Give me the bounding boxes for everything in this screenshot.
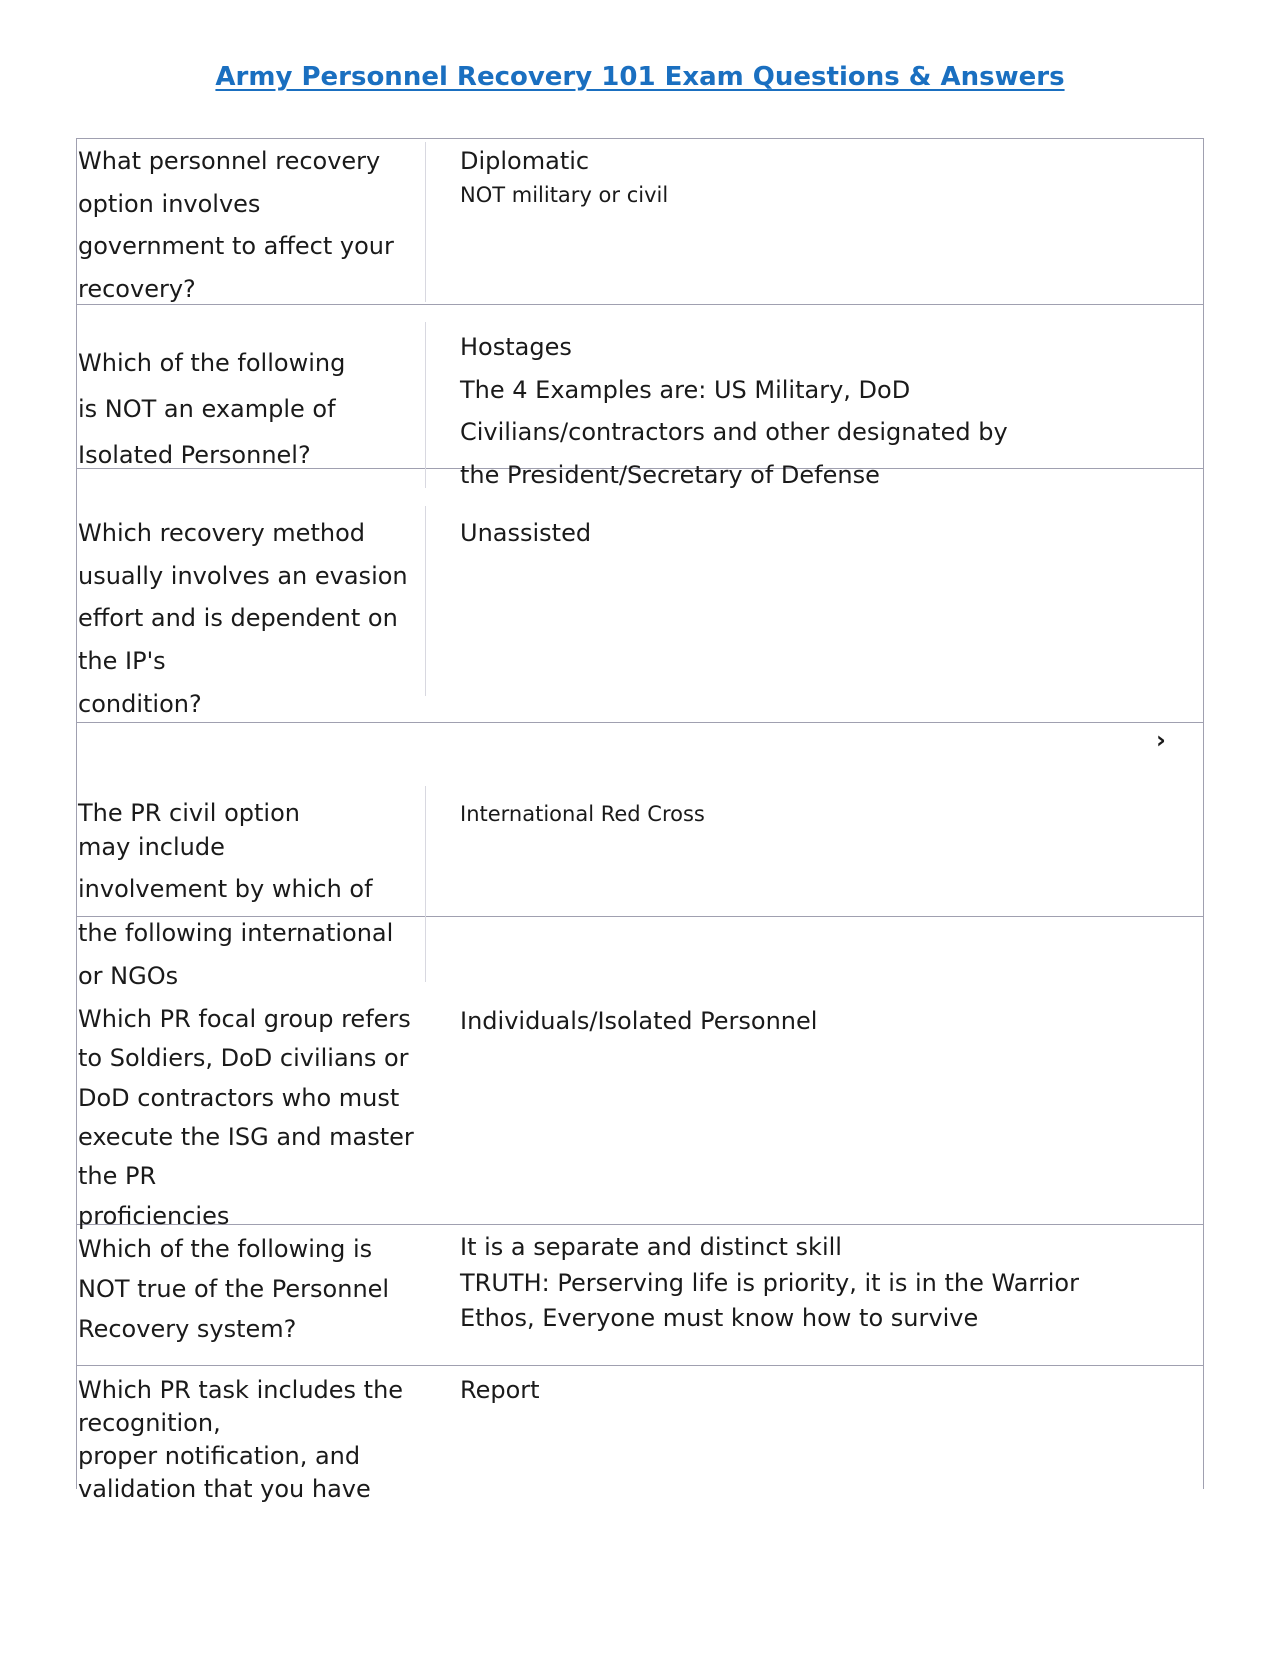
question-line: Recovery system? (78, 1314, 297, 1343)
question-line: condition? (78, 689, 202, 718)
answer-line: Report (460, 1376, 540, 1404)
question-line: Which of the following (78, 349, 346, 377)
answer-line: Civilians/contractors and other designated by (460, 418, 1008, 447)
question-cell (78, 796, 408, 864)
question-line: proficiencies (78, 1201, 230, 1230)
answer-line: Unassisted (460, 519, 592, 547)
question-line: may include (78, 833, 225, 862)
answer-line: Ethos, Everyone must know how to survive (460, 1304, 979, 1333)
question-cell (78, 140, 408, 311)
answer-note-line: NOT military or civil (460, 183, 669, 207)
question-line: Which PR task includes the (78, 1376, 404, 1404)
question-cell (78, 512, 408, 726)
question-line: recovery? (78, 275, 196, 304)
document-title: Army Personnel Recovery 101 Exam Questions & Answers (215, 62, 1065, 92)
row-divider (76, 1365, 1203, 1366)
answer-line: TRUTH: Perserving life is priority, it is in the Warrior (460, 1268, 1079, 1297)
question-line: usually involves an evasion (78, 561, 408, 590)
answer-line: International Red Cross (460, 802, 705, 826)
answer-line: Individuals/Isolated Personnel (460, 1007, 818, 1035)
question-line: Which PR focal group refers (78, 1005, 411, 1033)
column-divider (425, 322, 426, 488)
question-line: execute the ISG and master (78, 1123, 414, 1152)
question-line: government to affect your (78, 232, 394, 261)
question-cell (78, 1230, 408, 1349)
answer-cell (460, 140, 1160, 183)
question-line: The PR civil option (78, 799, 300, 827)
answer-cell (460, 796, 1160, 833)
answer-cell (460, 1230, 1160, 1337)
question-cell-continued (78, 868, 408, 999)
answer-note (460, 180, 1160, 212)
column-divider (425, 142, 426, 302)
answer-line: the President/Secretary of Defense (460, 461, 880, 490)
answer-line: The 4 Examples are: US Military, DoD (460, 375, 911, 404)
question-cell (78, 340, 408, 478)
question-line: option involves (78, 189, 261, 218)
question-line: Which of the following is (78, 1235, 373, 1263)
question-line: the following international (78, 918, 394, 947)
question-line: What personnel recovery (78, 147, 381, 175)
answer-cell (460, 1000, 1160, 1043)
column-divider (425, 506, 426, 696)
question-line: involvement by which of (78, 875, 373, 903)
question-cell (78, 1374, 408, 1506)
question-line: proper notification, and (78, 1442, 361, 1471)
question-line: is NOT an example of (78, 395, 336, 424)
answer-cell (460, 512, 1160, 555)
question-line: Which recovery method (78, 519, 365, 547)
question-line: or NGOs (78, 962, 179, 991)
question-cell (78, 1000, 414, 1236)
answer-cell (460, 1374, 1160, 1407)
question-line: Isolated Personnel? (78, 441, 311, 470)
question-line: the IP's (78, 647, 166, 676)
question-line: effort and is dependent on (78, 604, 398, 633)
question-line: validation that you have (78, 1475, 371, 1504)
chevron-right-icon[interactable]: › (1156, 726, 1166, 754)
answer-line: It is a separate and distinct skill (460, 1233, 842, 1261)
question-line: recognition, (78, 1409, 221, 1438)
answer-line: Hostages (460, 333, 572, 361)
answer-line: Diplomatic (460, 147, 590, 175)
question-line: NOT true of the Personnel (78, 1274, 390, 1303)
column-divider (425, 786, 426, 982)
question-line: to Soldiers, DoD civilians or (78, 1044, 409, 1073)
question-line: DoD contractors who must (78, 1083, 400, 1112)
answer-cell (460, 326, 1160, 497)
question-line: the PR (78, 1162, 157, 1191)
